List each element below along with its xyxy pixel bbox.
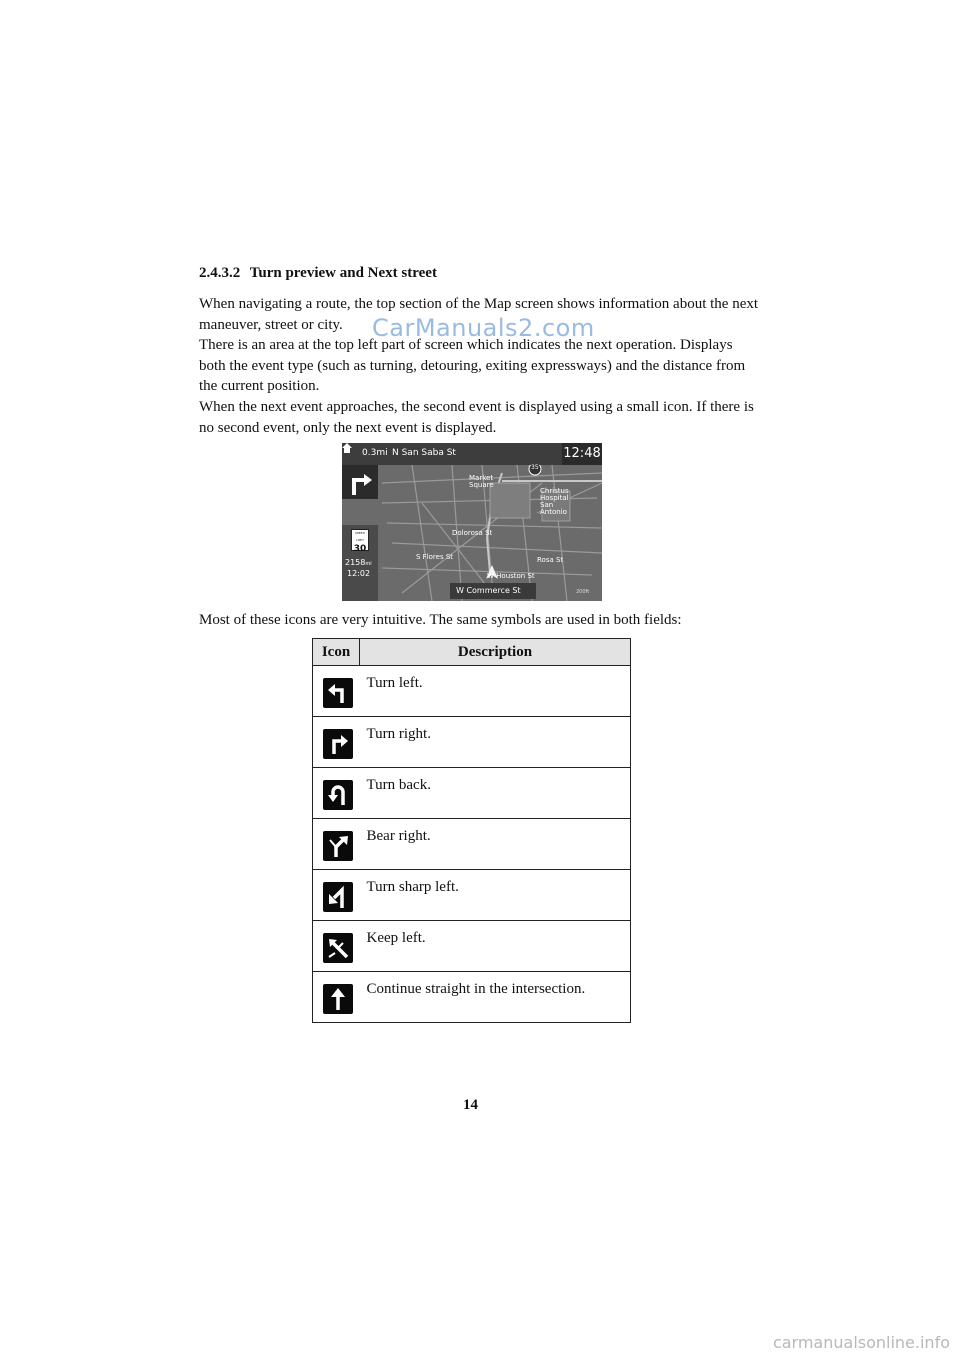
eta: 12:02 bbox=[347, 569, 371, 578]
paragraph: When the next event approaches, the second event is displayed using a small icon. If there is no second event, only the next event is displayed. bbox=[199, 398, 754, 436]
paragraph: When navigating a route, the top section of the Map screen shows information about the next maneuver, street or city. bbox=[199, 296, 759, 333]
paragraph: There is an area at the top left part of screen which indicates the next operation. Displays both the event type (such as turning, detouring, exiting expressways) and the distance from the current position. bbox=[199, 337, 746, 395]
continue-straight-icon bbox=[323, 984, 353, 1014]
speed-limit-value: 30 bbox=[353, 544, 367, 554]
table-row bbox=[313, 819, 631, 870]
section-heading bbox=[199, 265, 437, 282]
next-turn-distance: 0.3mi bbox=[362, 448, 388, 458]
column-header-description: Description bbox=[360, 639, 631, 666]
map-clock: 12:48 bbox=[562, 443, 602, 465]
highway-35-shield: 35 bbox=[531, 464, 539, 471]
map-label-rosa: Rosa St bbox=[537, 556, 564, 564]
table-row bbox=[313, 666, 631, 717]
turn-left-icon bbox=[323, 678, 353, 708]
icon-cell bbox=[313, 768, 360, 819]
icon-cell bbox=[313, 972, 360, 1023]
trip-info-panel[interactable] bbox=[342, 525, 378, 601]
icon-cell bbox=[313, 921, 360, 972]
icon-cell bbox=[313, 666, 360, 717]
current-street-bar: W Commerce St bbox=[450, 583, 536, 599]
map-label-hospital: Christus Hospital San Antonio bbox=[540, 487, 569, 516]
watermark-carmanualsonline: carmanualsonline.info bbox=[772, 1333, 950, 1352]
table-row bbox=[313, 717, 631, 768]
map-label-market: Market Square bbox=[469, 474, 494, 489]
table-row bbox=[313, 972, 631, 1023]
turn-sharp-left-icon bbox=[323, 882, 353, 912]
turn-right-icon bbox=[342, 465, 378, 499]
description-cell: Turn left. bbox=[360, 666, 631, 717]
section-number: 2.4.3.2 bbox=[199, 265, 241, 281]
remaining-distance bbox=[345, 558, 372, 567]
remaining-distance-unit: mi bbox=[365, 561, 372, 567]
speed-limit-sign bbox=[351, 529, 369, 554]
speed-limit-label: SPEED LIMIT bbox=[355, 531, 365, 542]
map-screenshot bbox=[342, 443, 602, 601]
keep-left-icon bbox=[323, 933, 353, 963]
home-icon[interactable] bbox=[342, 443, 352, 453]
description-cell: Continue straight in the intersection. bbox=[360, 972, 631, 1023]
map-label-dolorosa: Dolorosa St bbox=[452, 529, 493, 537]
intro-text: Most of these icons are very intuitive. The same symbols are used in both fields: bbox=[199, 612, 682, 628]
watermark-carmanuals2: CarManuals2.com bbox=[372, 314, 595, 342]
table-header-row bbox=[313, 639, 631, 666]
table-row bbox=[313, 870, 631, 921]
description-cell: Turn right. bbox=[360, 717, 631, 768]
section-title: Turn preview and Next street bbox=[249, 265, 437, 281]
description-cell: Turn sharp left. bbox=[360, 870, 631, 921]
description-cell: Bear right. bbox=[360, 819, 631, 870]
description-cell: Turn back. bbox=[360, 768, 631, 819]
icon-cell bbox=[313, 717, 360, 768]
icon-cell bbox=[313, 819, 360, 870]
page-number: 14 bbox=[463, 1097, 478, 1113]
table-row bbox=[313, 768, 631, 819]
map-label-houston: W Houston St bbox=[487, 572, 535, 580]
turn-back-icon bbox=[323, 780, 353, 810]
next-street-name: N San Saba St bbox=[392, 448, 456, 458]
bear-right-icon bbox=[323, 831, 353, 861]
map-roads bbox=[342, 443, 602, 601]
turn-preview[interactable] bbox=[342, 465, 378, 499]
map-label-flores: S Flores St bbox=[416, 553, 454, 561]
column-header-icon: Icon bbox=[313, 639, 360, 666]
table-row bbox=[313, 921, 631, 972]
map-scale: 200ft bbox=[576, 589, 590, 595]
turn-right-icon bbox=[323, 729, 353, 759]
description-cell: Keep left. bbox=[360, 921, 631, 972]
remaining-distance-value: 2158 bbox=[345, 558, 366, 567]
icon-table bbox=[312, 638, 631, 1023]
icon-cell bbox=[313, 870, 360, 921]
